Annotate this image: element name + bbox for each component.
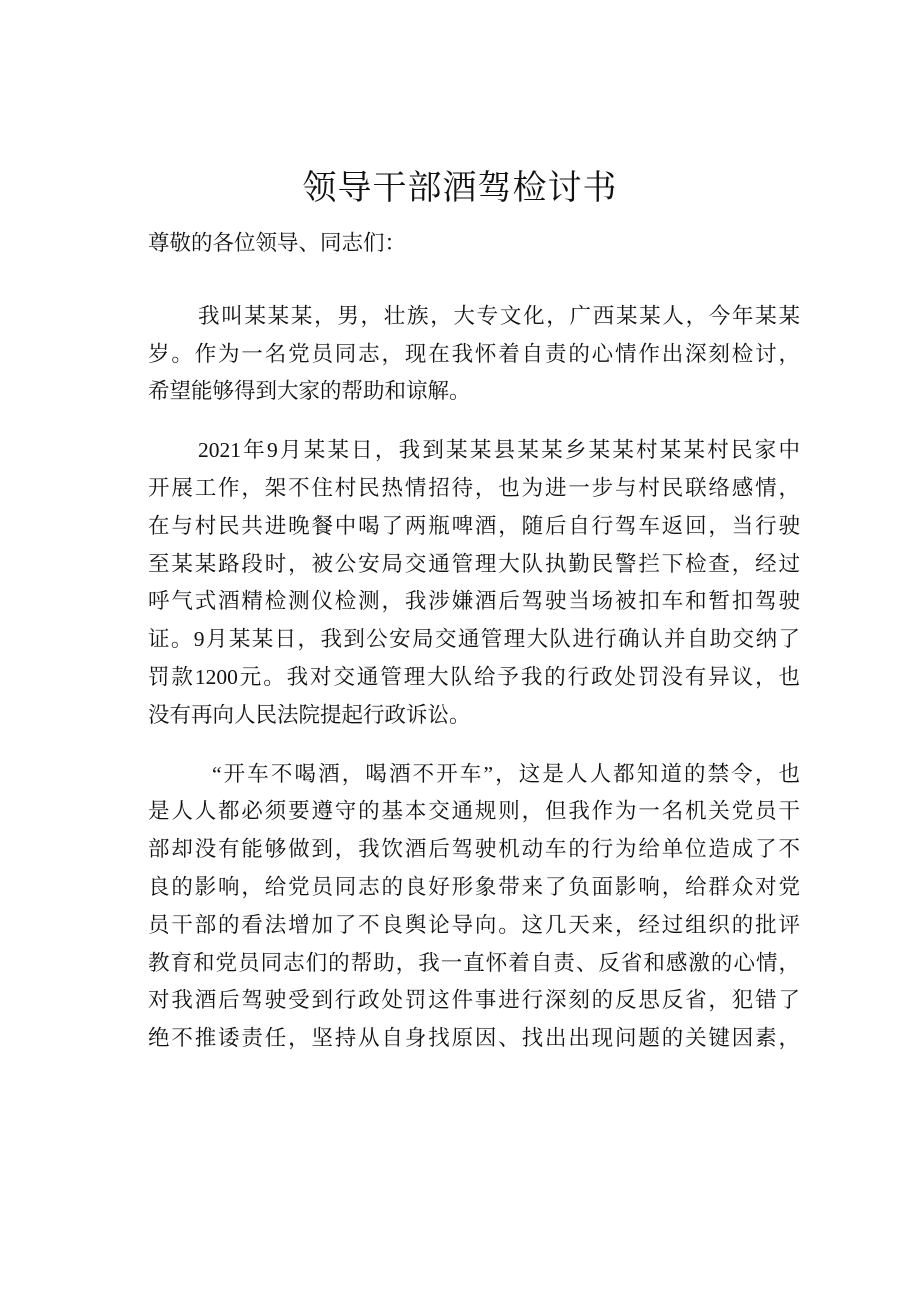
text-line: 岁。作为一名党员同志，现在我怀着自责的心情作出深刻检讨，	[148, 341, 800, 366]
text-line: 员干部的看法增加了不良舆论导向。这几天来，经过组织的批评	[148, 912, 800, 937]
text-line: 开展工作，架不住村民热情招待，也为进一步与村民联络感情，	[148, 475, 800, 500]
text-line: 呼气式酒精检测仪检测，我涉嫌酒后驾驶当场被扣车和暂扣驾驶	[148, 589, 800, 614]
document-body	[148, 228, 800, 1082]
text-line: 是人人都必须要遵守的基本交通规则，但我作为一名机关党员干	[148, 799, 800, 824]
text-line: 希望能够得到大家的帮助和谅解。	[148, 379, 471, 404]
paragraph-reflection	[148, 759, 800, 1061]
text-line: 绝不推诿责任，坚持从自身找原因、找出出现问题的关键因素，	[148, 1026, 800, 1051]
text-line: 罚款1200元。我对交通管理大队给予我的行政处罚没有异议，也	[148, 664, 800, 689]
document-title: 领导干部酒驾检讨书	[302, 170, 618, 207]
paragraph-intro	[148, 301, 800, 414]
salutation: 尊敬的各位领导、同志们：	[148, 231, 407, 255]
text-line: 没有再向人民法院提起行政诉讼。	[148, 702, 471, 727]
paragraph-incident	[148, 435, 800, 737]
text-line: 在与村民共进晚餐中喝了两瓶啤酒，随后自行驾车返回，当行驶	[148, 513, 800, 538]
text-line: 证。9月某某日，我到公安局交通管理大队进行确认并自助交纳了	[148, 627, 800, 652]
text-line: 至某某路段时，被公安局交通管理大队执勤民警拦下检查，经过	[148, 551, 800, 576]
text-line: 对我酒后驾驶受到行政处罚这件事进行深刻的反思反省，犯错了	[148, 988, 800, 1013]
text-line: 2021年9月某某日，我到某某县某某乡某某村某某村民家中	[198, 438, 800, 463]
text-line: 良的影响，给党员同志的良好形象带来了负面影响，给群众对党	[148, 874, 800, 899]
text-line: “开车不喝酒，喝酒不开车”，这是人人都知道的禁令，也	[212, 761, 800, 786]
text-line: 教育和党员同志们的帮助，我一直怀着自责、反省和感激的心情，	[148, 950, 800, 975]
text-line: 我叫某某某，男，壮族，大专文化，广西某某人，今年某某	[198, 303, 800, 328]
text-line: 部却没有能够做到，我饮酒后驾驶机动车的行为给单位造成了不	[148, 837, 800, 862]
